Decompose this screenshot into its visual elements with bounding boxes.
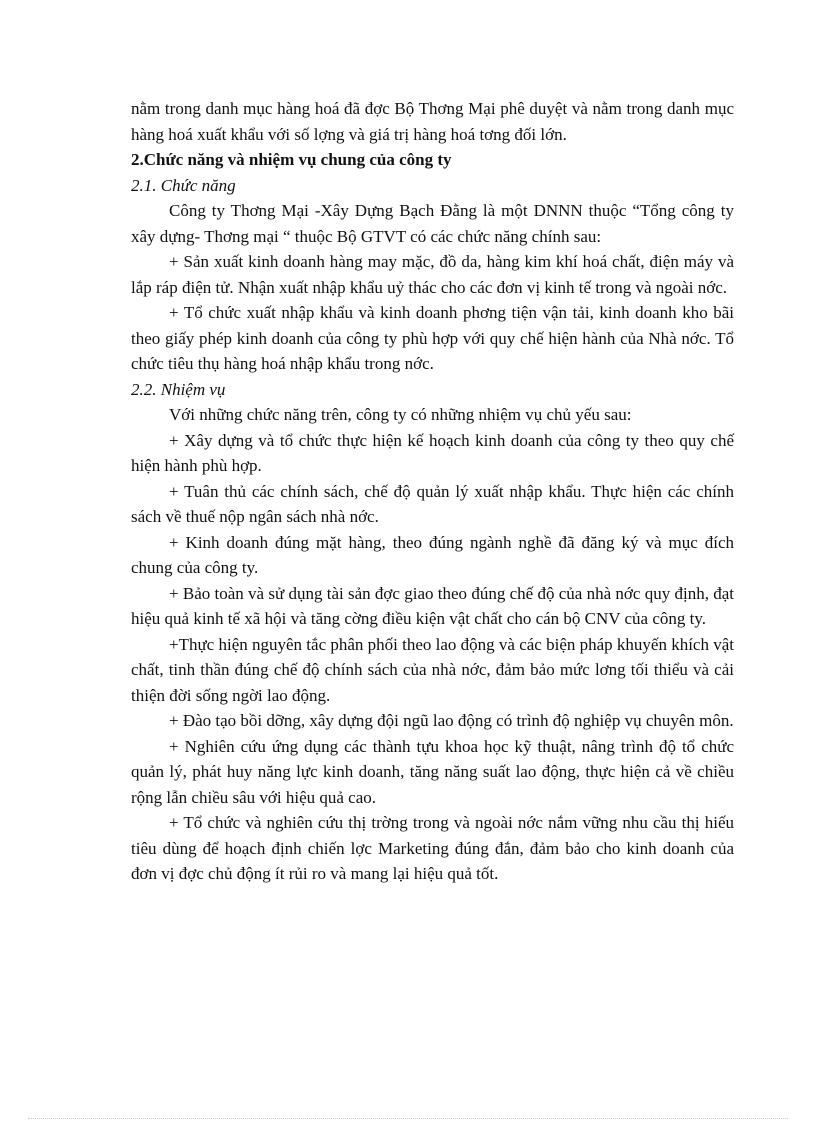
duties-paragraph-9: + Tổ chức và nghiên cứu thị trờng trong và ngoài nớc nắm vững nhu cầu thị hiếu tiêu dùng để hoạch định chiến lợc Marketing đúng đắn, đảm bảo cho kinh doanh của đơn vị đợc chủ động ít rủi ro và mang lại hiệu quả tốt. xyxy=(131,813,734,883)
footer-divider xyxy=(28,1118,788,1119)
duties-paragraph-6: +Thực hiện nguyên tắc phân phối theo lao động và các biện pháp khuyến khích vật chất, tinh thần đúng chế độ chính sách của nhà nớc, đảm bảo mức lơng tối thiểu và cải thiện đời sống ngời lao động. xyxy=(131,634,734,705)
duties-paragraph-3: + Tuân thủ các chính sách, chế độ quản lý xuất nhập khẩu. Thực hiện các chính sách về thuế nộp ngân sách nhà nớc. xyxy=(131,481,734,526)
duties-paragraph-1: Với những chức năng trên, công ty có những nhiệm vụ chủ yếu sau: xyxy=(169,405,632,424)
duties-paragraph-7: + Đào tạo bồi dỡng, xây dựng đội ngũ lao động có trình độ nghiệp vụ chuyên môn. xyxy=(169,711,734,730)
section-heading: 2.Chức năng và nhiệm vụ chung của công ty xyxy=(131,150,452,169)
duties-paragraph-2: + Xây dựng và tổ chức thực hiện kế hoạch kinh doanh của công ty theo quy chế hiện hành phù hợp. xyxy=(131,430,734,475)
duties-paragraph-8: + Nghiên cứu ứng dụng các thành tựu khoa học kỹ thuật, nâng trình độ tổ chức quản lý, phát huy năng lực kinh doanh, tăng năng suất lao động, thực hiện cả về chiều rộng lẫn chiều sâu với hiệu quả cao. xyxy=(131,736,734,807)
intro-paragraph: nằm trong danh mục hàng hoá đã đợc Bộ Thơng Mại phê duyệt và nằm trong danh mục hàng hoá xuất khẩu với số lợng và giá trị hàng hoá tơng đối lớn. xyxy=(131,99,734,144)
duties-paragraph-5: + Bảo toàn và sử dụng tài sản đợc giao theo đúng chế độ của nhà nớc quy định, đạt hiệu quả kinh tế xã hội và tăng cờng điều kiện vật chất cho cán bộ CNV của công ty. xyxy=(131,583,734,628)
subsection-title-functions: 2.1. Chức năng xyxy=(131,175,236,195)
functions-paragraph-1: Công ty Thơng Mại -Xây Dựng Bạch Đằng là một DNNN thuộc “Tổng công ty xây dựng- Thơng mại “ thuộc Bộ GTVT có các chức năng chính sau: xyxy=(131,201,734,246)
document-page xyxy=(131,96,734,887)
functions-paragraph-2: + Sản xuất kinh doanh hàng may mặc, đồ da, hàng kim khí hoá chất, điện máy và lắp ráp điện tử. Nhận xuất nhập khẩu uỷ thác cho các đơn vị kinh tế trong và ngoài nớc. xyxy=(131,252,734,297)
functions-paragraph-3: + Tổ chức xuất nhập khẩu và kinh doanh phơng tiện vận tải, kinh doanh kho bãi theo giấy phép kinh doanh của công ty phù hợp với quy chế hiện hành của Nhà nớc. Tổ chức tiêu thụ hàng hoá nhập khẩu trong nớc. xyxy=(131,303,734,373)
duties-paragraph-4: + Kinh doanh đúng mặt hàng, theo đúng ngành nghề đã đăng ký và mục đích chung của công ty. xyxy=(131,532,734,577)
subsection-title-duties: 2.2. Nhiệm vụ xyxy=(131,379,226,399)
